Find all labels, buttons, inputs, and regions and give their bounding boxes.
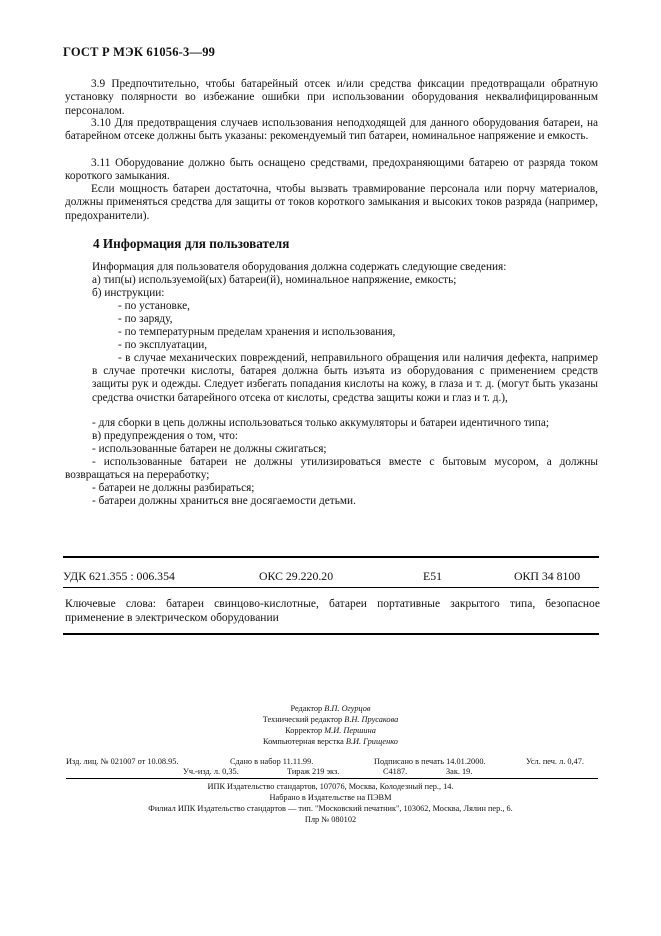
- list-item-v: в) предупреждения о том, что:: [92, 430, 239, 442]
- imprint-license: Изд. лиц. № 021007 от 10.08.95.: [66, 757, 179, 766]
- imprint-divider: [66, 778, 598, 779]
- e-code: Е51: [423, 569, 443, 583]
- imprint-order: Зак. 19.: [446, 767, 473, 776]
- imprint-editor: Редактор В.П. Огурцов: [290, 704, 371, 713]
- imprint-tirage: Тираж 219 экз.: [287, 767, 340, 776]
- divider-bottom: [63, 633, 599, 635]
- imprint-signed: Подписано в печать 14.01.2000.: [374, 757, 486, 766]
- oks-code: ОКС 29.220.20: [259, 569, 334, 583]
- imprint-publ-sheets: Уч.-изд. л. 0,35.: [183, 767, 239, 776]
- imprint-sent: Сдано в набор 11.11.99.: [230, 757, 314, 766]
- imprint-branch: Филиал ИПК Издательство стандартов — тип. "Московский печатник", 103062, Москва, Лялин пер., 6.: [148, 804, 513, 813]
- divider-middle: [63, 587, 599, 588]
- paragraph-protection: Если мощность батареи достаточна, чтобы вызвать травмирование персонала или порчу материалов, должны применяться средства для защиты от токов короткого замыкания и высоких токов разряда (например, предохранители).: [65, 183, 598, 222]
- warning-no-burn: - использованные батареи не должны сжигаться;: [92, 443, 327, 455]
- instruction-damage: - в случае механических повреждений, неправильного обращения или наличия дефекта, например в случае протечки кислоты, батарея должна быть изъята из оборудования с применением средств защиты рук и одежды. Следует избегать попадания кислоты на кожу, в глаза и т. д. (могут быть указаны средства очистки батарейного отсека от кислоты, средства защиты кожи и глаз и т. д.),: [92, 352, 598, 404]
- imprint-corrector: Корректор М.И. Першина: [285, 726, 376, 735]
- warning-no-household-waste: - использованные батареи не должны утилизироваться вместе с бытовым мусором, а должны возвращаться на переработку;: [65, 456, 598, 482]
- imprint-publisher: ИПК Издательство стандартов, 107076, Москва, Колодезный пер., 14.: [207, 782, 454, 791]
- document-header: ГОСТ Р МЭК 61056-3—99: [63, 45, 216, 59]
- paragraph-3-9: 3.9 Предпочтительно, чтобы батарейный отсек и/или средства фиксации предотвращали обратную установку полярности во избежание ошибки при использовании оборудования неквалифицированным персоналом.: [65, 78, 598, 117]
- okp-code: ОКП 34 8100: [514, 569, 581, 583]
- paragraph-3-10: 3.10 Для предотвращения случаев использования неподходящей для данного оборудования батареи, на батарейном отсеке должны быть указаны: рекомендуемый тип батареи, номинальное напряжение и емкость.: [65, 117, 598, 143]
- instruction-temperature: - по температурным пределам хранения и использования,: [118, 326, 396, 338]
- keywords: Ключевые слова: батареи свинцово-кислотные, батареи портативные закрытого типа, безопасное применение в электрическом оборудовании: [65, 598, 600, 624]
- list-item-b: б) инструкции:: [92, 287, 165, 299]
- divider-top: [63, 556, 599, 558]
- instruction-install: - по установке,: [118, 300, 190, 312]
- instruction-operation: - по эксплуатации,: [118, 339, 208, 351]
- section-4-intro: Информация для пользователя оборудования должна содержать следующие сведения:: [92, 261, 507, 273]
- imprint-print-sheets: Усл. печ. л. 0,47.: [526, 757, 584, 766]
- warning-children: - батареи должны храниться вне досягаемости детьми.: [92, 495, 356, 507]
- section-4-heading: 4 Информация для пользователя: [93, 236, 290, 251]
- udk-code: УДК 621.355 : 006.354: [63, 569, 175, 583]
- list-item-a: а) тип(ы) используемой(ых) батареи(й), номинальное напряжение, емкость;: [92, 274, 457, 286]
- paragraph-3-11: 3.11 Оборудование должно быть оснащено средствами, предохраняющими батарею от разряда током короткого замыкания.: [65, 157, 598, 183]
- imprint-c: С4187.: [383, 767, 408, 776]
- imprint-typeset: Набрано в Издательстве на ПЭВМ: [269, 793, 392, 802]
- warning-no-disassemble: - батареи не должны разбираться;: [92, 482, 255, 494]
- instruction-charge: - по заряду,: [118, 313, 173, 325]
- imprint-layout: Компьютерная верстка В.И. Грищенко: [263, 737, 398, 746]
- instruction-identical-type: - для сборки в цепь должны использоваться только аккумуляторы и батареи идентичного типа;: [92, 417, 550, 429]
- imprint-tech-editor: Технический редактор В.Н. Прусакова: [262, 715, 399, 724]
- imprint-plr: Плр № 080102: [304, 815, 357, 824]
